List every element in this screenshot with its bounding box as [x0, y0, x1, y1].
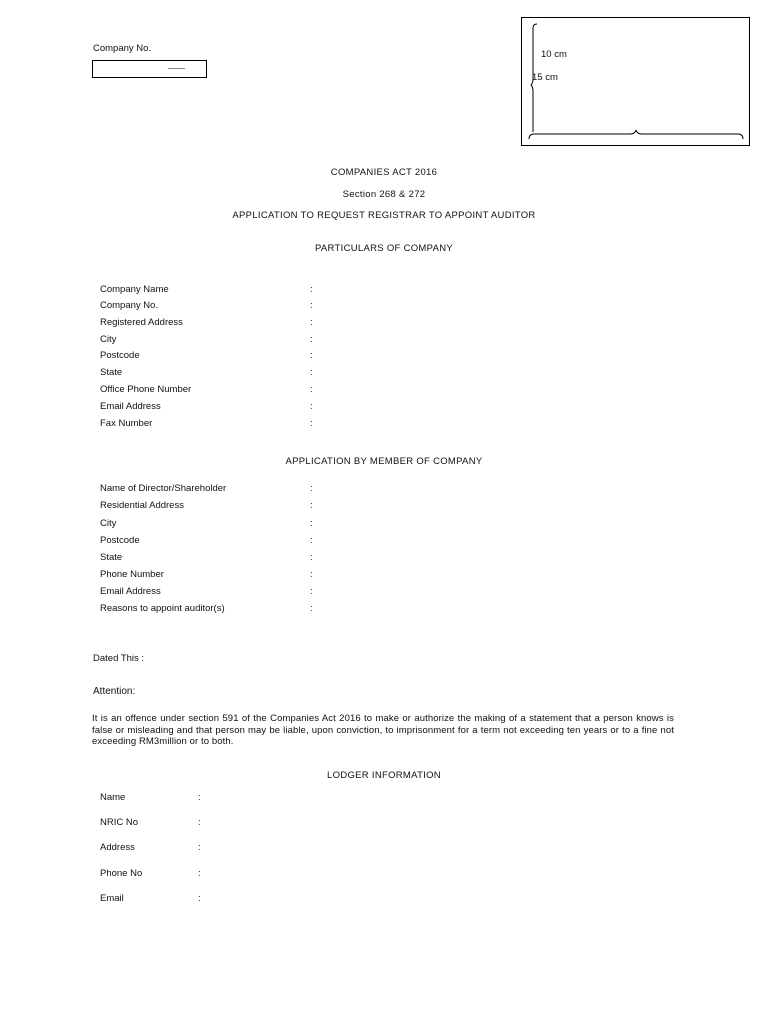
field-colon: :	[310, 401, 313, 412]
lodger-heading: LODGER INFORMATION	[327, 770, 441, 781]
field-colon: :	[310, 535, 313, 546]
field-label: Company Name	[100, 284, 169, 295]
field-colon: :	[198, 817, 201, 828]
field-colon: :	[310, 586, 313, 597]
section-title: Section 268 & 272	[342, 189, 426, 200]
field-colon: :	[310, 384, 313, 395]
field-colon: :	[310, 552, 313, 563]
photo-height-label: 10 cm	[541, 49, 567, 60]
field-label: Name	[100, 792, 126, 803]
field-label: NRIC No	[100, 817, 139, 828]
company-no-input-box[interactable]	[92, 60, 207, 78]
photo-width-label: 15 cm	[532, 72, 558, 83]
field-colon: :	[310, 317, 313, 328]
field-colon: :	[198, 792, 201, 803]
field-label: City	[100, 334, 117, 345]
company-no-label: Company No.	[93, 43, 152, 54]
field-colon: :	[310, 284, 313, 295]
particulars-heading: PARTICULARS OF COMPANY	[314, 243, 454, 254]
field-label: Company No.	[100, 300, 159, 311]
field-label: Email Address	[100, 401, 161, 412]
field-colon: :	[198, 868, 201, 879]
field-label: Office Phone Number	[100, 384, 192, 395]
field-colon: :	[310, 569, 313, 580]
member-heading: APPLICATION BY MEMBER OF COMPANY	[285, 456, 483, 467]
field-label: Registered Address	[100, 317, 183, 328]
field-colon: :	[198, 842, 201, 853]
field-colon: :	[310, 367, 313, 378]
field-label: Phone Number	[100, 569, 164, 580]
dated-label: Dated This :	[93, 653, 145, 664]
field-label: City	[100, 518, 117, 529]
offence-notice: It is an offence under section 591 of the Companies Act 2016 to make or authorize the making of a statement that a person knows is false or misleading and that person may be liable, upon conviction, to imprisonment for a term not exceeding ten years or to a fine not exceeding RM3million or to both.	[92, 713, 674, 747]
field-label: State	[100, 367, 123, 378]
attention-label: Attention:	[93, 686, 136, 697]
field-colon: :	[310, 418, 313, 429]
field-label: Phone No	[100, 868, 143, 879]
field-label: Reasons to appoint auditor(s)	[100, 603, 225, 614]
field-label: Postcode	[100, 350, 140, 361]
field-colon: :	[310, 334, 313, 345]
field-label: Name of Director/Shareholder	[100, 483, 227, 494]
application-title: APPLICATION TO REQUEST REGISTRAR TO APPOINT AUDITOR	[232, 210, 536, 221]
act-title: COMPANIES ACT 2016	[330, 167, 438, 178]
field-colon: :	[310, 483, 313, 494]
field-label: Postcode	[100, 535, 140, 546]
field-colon: :	[310, 518, 313, 529]
field-colon: :	[310, 603, 313, 614]
field-label: Residential Address	[100, 500, 184, 511]
field-colon: :	[310, 500, 313, 511]
field-colon: :	[310, 350, 313, 361]
field-colon: :	[310, 300, 313, 311]
field-label: State	[100, 552, 123, 563]
field-label: Email Address	[100, 586, 161, 597]
company-no-box-mark	[168, 68, 185, 69]
photo-box	[521, 17, 750, 146]
field-label: Email	[100, 893, 124, 904]
field-label: Address	[100, 842, 135, 853]
field-label: Fax Number	[100, 418, 153, 429]
field-colon: :	[198, 893, 201, 904]
